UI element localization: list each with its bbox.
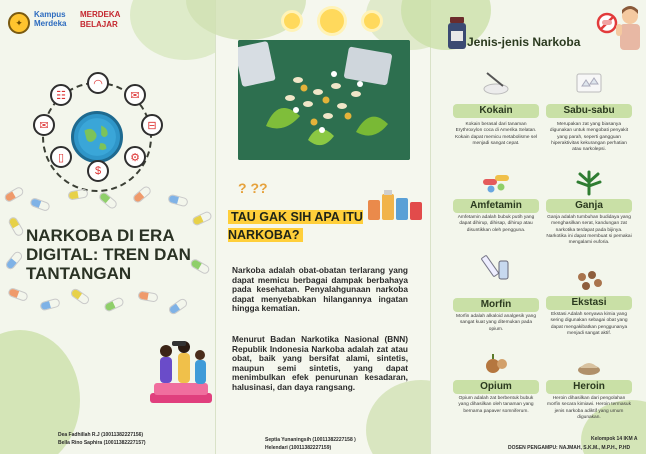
capsule-decor (29, 197, 51, 212)
tablet-icon: ▯ (50, 146, 72, 168)
bnn-paragraph: Menurut Badan Narkotika Nasional (BNN) Republik Indonesia Narkoba adalah zat atau obat, baik yang bersifat alami, sintetis, maupun semi sintetis, yang dapat menimbulkan efek penurunan kesadaran, halusinasi, dan daya rangsang. (232, 334, 408, 392)
drug-description: Ekstasi Adalah senyawa kimia yang sering digunakan sebagai obat yang dapat mengakibatkan penggunanya menjadi sangat aktif. (550, 312, 628, 336)
definition-paragraph: Narkoba adalah obat-obatan terlarang yang dapat memicu berbagai dampak berbahaya pada kesehatan. Penyalahgunaan narkoba dapat menyebabkan hilangannya ingatan hingga kematian. (232, 265, 408, 314)
drug-types-title: Jenis-jenis Narkoba (467, 35, 581, 49)
poppy-icon (479, 350, 513, 380)
capsule-decor (39, 298, 61, 312)
panel-cover (0, 0, 215, 454)
drug-name-tag: Ganja (546, 199, 632, 213)
drug-name-tag: Sabu-sabu (546, 104, 632, 118)
cart-icon: ⊟ (141, 114, 163, 136)
drug-name-tag: Ekstasi (546, 296, 632, 310)
definition-heading-text: TAU GAK SIH APA ITU NARKOBA? (228, 210, 363, 242)
capsule-decor (97, 191, 118, 211)
capsule-decor (191, 210, 213, 227)
drug-description: Kokain berasal dari tanaman Erythroxylon coca di Amerika Selatan. Kokain dapat memicu metabolisme sel menjadi sangat cepat. (454, 122, 538, 146)
email-icon: ✉ (33, 114, 55, 136)
heroin-icon (572, 350, 606, 380)
capsule-decor (131, 185, 152, 205)
capsule-decor (67, 188, 88, 200)
author-line: Bella Rino Saphira (10011382227157) (58, 440, 146, 446)
tablets-icon (572, 266, 606, 296)
drug-name-tag: Amfetamin (453, 199, 539, 213)
drug-card-opium (453, 350, 539, 430)
author-line: Septia Yunaningsih (10011382227158 ) (265, 437, 356, 443)
prohibited-pill-icon (596, 12, 618, 34)
decor-dots (281, 10, 383, 36)
drug-description: Morfin adalah alkaloid analgesik yang sangat kuat yang ditemukan pada opium. (456, 314, 536, 332)
medicine-bottle-icon (446, 17, 468, 51)
capsule-decor (103, 296, 125, 313)
group-people-illustration (150, 337, 212, 419)
capsule-decor (167, 297, 189, 316)
decor-dot (361, 10, 383, 32)
drug-description: Opium adalah zat berbentuk bubuk yang dihasilkan oleh tanaman yang bernama papaver somniferum. (458, 396, 534, 414)
drug-name-tag: Kokain (453, 104, 539, 118)
drug-card-ekstasi (546, 266, 632, 346)
author-line: Helendari (10011382227159) (265, 445, 332, 451)
merdeka-belajar-logo: MERDEKA BELAJAR (80, 10, 121, 29)
capsule-decor (167, 194, 189, 208)
settings-icon: ⚙ (124, 146, 146, 168)
capsule-decor (3, 186, 25, 204)
globe-icon (71, 111, 123, 163)
group-label: Kelompok 14 IKM A (591, 436, 638, 442)
capsule-decor (137, 290, 158, 302)
drug-name-tag: Opium (453, 380, 539, 394)
university-logo: ✦ (8, 12, 30, 34)
author-line: Dea Fadhillah R.J (10011382227156) (58, 432, 144, 438)
wifi-icon: ◠ (87, 72, 109, 94)
drug-card-heroin (546, 350, 632, 430)
poster-title: NARKOBA DI ERA DIGITAL: TREN DAN TANTANGAN (26, 226, 191, 283)
drug-description: Heroin dihasilkan dari pengolahan morfin secara kimiawi. Heroin termasuk jenis narkoba adiktif yang umum digunakan. (547, 396, 631, 420)
money-icon: $ (87, 160, 109, 182)
capsule-decor (7, 216, 25, 238)
powder-icon (479, 68, 513, 98)
capsule-decor (69, 287, 91, 306)
definition-heading (228, 208, 398, 244)
drug-card-kokain (453, 68, 539, 163)
person-stop-illustration (616, 6, 644, 50)
lecturer-label: DOSEN PENGAMPU: NAJMAH, S.K.M., M.P.H., P.HD (508, 445, 631, 451)
drug-card-amfetamin (453, 167, 539, 247)
capsule-decor (7, 287, 29, 302)
web-icon: ☷ (50, 84, 72, 106)
syringe-icon (479, 250, 513, 286)
drug-card-ganja (546, 167, 632, 257)
kampus-merdeka-logo: Kampus Merdeka (34, 10, 67, 28)
drug-name-tag: Morfin (453, 298, 539, 312)
drug-card-morfin (453, 256, 539, 336)
decor-dot (281, 10, 303, 32)
drug-description: Amfetamin adalah bubuk putih yang dapat dihirup, dihisap, dihirup atau disuntikkan oleh pengguna. (457, 215, 535, 233)
leaf-icon (572, 167, 606, 197)
drug-name-tag: Heroin (546, 380, 632, 394)
decor-dot (317, 6, 347, 36)
crystal-icon (572, 68, 606, 98)
drug-description: Ganja adalah tumbuhan budidaya yang menghasilkan serat, kandungan zat narkotika terdapat pada bijinya. Narkotika ini dapat membuat si pemakai mengalami euforia. (546, 215, 632, 246)
pills-photo (238, 40, 410, 160)
drug-description: Merupakan zat yang biasanya digunakan untuk mengobati penyakit yang parah, seperti gangguan hiperaktivitas kekurangan perhatian atau narkolepsi. (549, 122, 629, 153)
capsule-decor (4, 250, 24, 271)
pills-icon (479, 167, 513, 197)
chat-icon: ✉ (124, 84, 146, 106)
question-marks: ? ?? (238, 180, 268, 196)
drug-card-sabu-sabu (546, 68, 632, 163)
